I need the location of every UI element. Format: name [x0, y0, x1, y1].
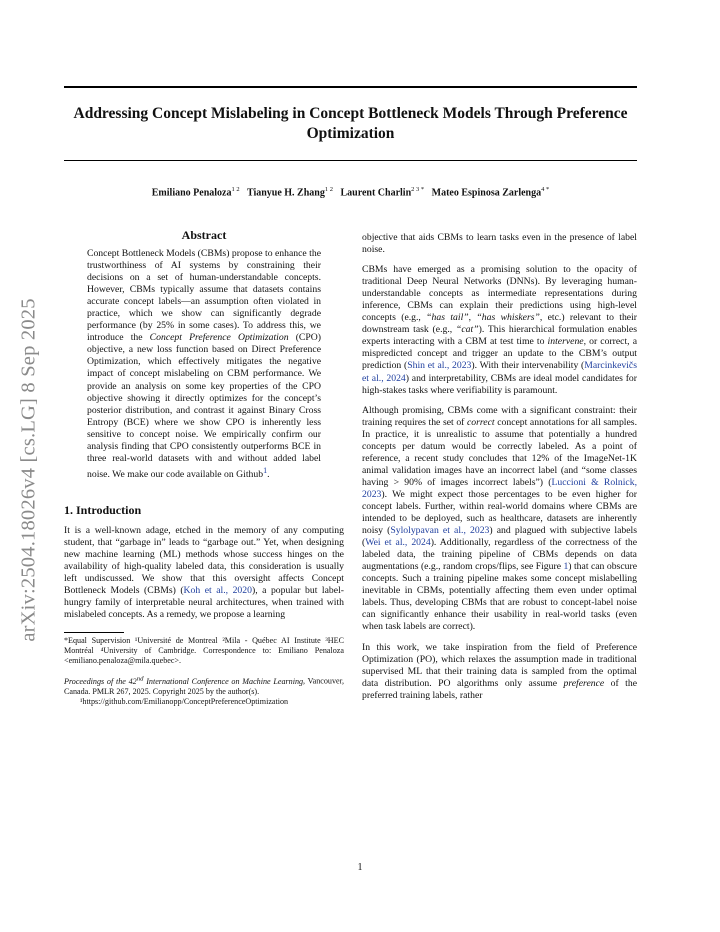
intro-paragraph: In this work, we take inspiration from the field of Preference Optimization (PO), which relaxes the assumption made in traditional supervised ML that their training data is sampled from the optimal data distribution. PO algorithms only assume preference of the preferred training labels, rather: [362, 641, 638, 701]
left-column: [64, 228, 344, 707]
abstract-heading: Abstract: [181, 228, 227, 242]
intro-paragraph: Although promising, CBMs come with a significant constraint: their training requires the set of correct concept annotations for all samples. In practice, it is unrealistic to assume that potentially a hundred concepts per datum would be correctly labeled. As a point of reference, a recent study concludes that 12% of the ImageNet-1K animal validation images have an incorrect label (and “some classes having > 90% of images incorrect labels”) (Luccioni & Rolnick, 2023). We might expect those percentages to be even higher for concept labels. Further, within real-world domains where CBMs are intended to be deployed, such as healthcare, datasets are inherently noisy (Sylolypavan et al., 2023) and plagued with subjective labels (Wei et al., 2024). Additionally, regardless of the correctness of the labeled data, the training pipeline of CBMs depends on data augmentations (e.g., random crops/flips, see Figure 1) that can obscure concepts. Such a training pipeline makes some concept mislabelling inevitable in CBMs, potentially affecting them even under optimal labels. Thus, developing CBMs that are robust to concept-label noise can significantly enhance their usability in real-world tasks (even when task labels are correct).: [362, 404, 638, 633]
abstract-text: (CPO) objective, a new loss function based on Direct Preference Optimization, which effectively mitigates the negative impact of concept mislabeling on CBM performance. We provide an analysis on some key properties of the CPO objective showing it directly optimizes for the concept’s posterior distribution, and contrast it against Binary Cross Entropy (BCE) where we show CPO is inherently less sensitive to concept noise. We empirically confirm our analysis finding that CPO consistently outperforms BCE in three real-world datasets with and without added label noise. We make our code available on Github: [87, 332, 321, 481]
author-name: Laurent Charlin: [340, 187, 412, 199]
citation-link[interactable]: Luccioni & Rolnick, 2023: [362, 476, 637, 500]
author-affil: 1 2: [324, 186, 333, 193]
citation-link[interactable]: Wei et al., 2024: [365, 537, 431, 549]
intro-paragraph: CBMs have emerged as a promising solution to the opacity of traditional Deep Neural Networks (DNNs). By leveraging human-understandable concepts as intermediate representations during inference, CBMs can explain their predictions using high-level concepts (e.g., “has tail”, “has whiskers”, etc.) relevant to their downstream task (e.g., “cat”). This hierarchical formulation enables experts interacting with a CBM at test time to intervene, or correct, a mispredicted concept and trigger an update to the CBM’s output prediction (Shin et al., 2023). With their intervenability (Marcinkevičs et al., 2024) and interpretability, CBMs are ideal model candidates for high-stakes tasks where verifiability is paramount.: [362, 264, 638, 396]
footnote-rule: [64, 632, 124, 633]
citation-link[interactable]: Sylolypavan et al., 2023: [390, 525, 490, 537]
author-name: Emiliano Penaloza: [151, 187, 232, 199]
author-list: [64, 186, 637, 198]
intro-text: It is a well-known adage, etched in the memory of any computing student, that “garbage in” leads to “garbage out.” Yet, when designing new machine learning (ML) methods whose success hinges on the availability of high-quality labeled data, this consideration is usually left undiscussed. We show that this oversight affects Concept Bottleneck Models (CBMs) (: [64, 525, 344, 597]
abstract-body: [64, 248, 344, 481]
abstract-text: .: [267, 469, 270, 481]
arxiv-watermark: [14, 260, 44, 680]
intro-text: ), a popular but label-hungry family of interpretable neural architectures, when trained with mislabeled concepts. As a remedy, we propose a learning: [64, 585, 344, 621]
paper-title: Addressing Concept Mislabeling in Concept Bottleneck Models Through Preference Optimization: [73, 105, 628, 142]
citation-link[interactable]: Marcinkevičs et al., 2024: [362, 360, 637, 384]
citation-link[interactable]: Koh et al., 2020: [183, 585, 252, 597]
intro-paragraph: [64, 525, 344, 621]
title-rule-bottom: [64, 160, 637, 161]
figure-link[interactable]: 1: [563, 561, 569, 573]
abstract-paragraph: [87, 248, 321, 481]
author-affil: 1 2: [231, 186, 240, 193]
author-name: Mateo Espinosa Zarlenga: [431, 187, 542, 199]
abstract-text: Concept Bottleneck Models (CBMs) propose to enhance the trustworthiness of AI systems by constraining their decisions on a set of human-understandable concepts. However, CBMs typically assume that datasets contains accurate concept labels—an assumption often violated in practice, which we show can significantly degrade performance (by 25% in some cases). To address this, we introduce the: [87, 248, 321, 344]
intro-paragraph: objective that aids CBMs to learn tasks even in the presence of label noise.: [362, 232, 637, 256]
code-url-footnote[interactable]: ¹https://github.com/Emilianopp/ConceptPreferenceOptimization: [80, 696, 289, 706]
cpo-term: Concept Preference Optimization: [149, 332, 289, 344]
page-number: 1: [357, 862, 363, 873]
title-rule-top: [64, 86, 637, 88]
author-name: Tianyue H. Zhang: [246, 187, 325, 199]
affiliations-footnote: *Equal Supervision ¹Université de Montreal ²Mila - Québec AI Institute ³HEC Montréal ⁴University of Cambridge. Correspondence to: Emiliano Penaloza <emiliano.penaloza@mila.quebec>.: [64, 636, 344, 666]
footnote-link[interactable]: 1: [263, 465, 268, 475]
right-column: [362, 232, 637, 710]
section-heading-introduction: 1. Introduction: [64, 503, 142, 518]
author-affil: 4 *: [541, 186, 550, 193]
arxiv-id: arXiv:2504.18026v4 [cs.LG] 8 Sep 2025: [17, 298, 40, 642]
author-affil: 2 3 *: [411, 186, 425, 193]
citation-link[interactable]: Shin et al., 2023: [407, 360, 472, 372]
proceedings-note: Proceedings of the 42nd International Conference on Machine Learning, Vancouver, Canada. PMLR 267, 2025. Copyright 2025 by the author(s).: [64, 675, 344, 696]
